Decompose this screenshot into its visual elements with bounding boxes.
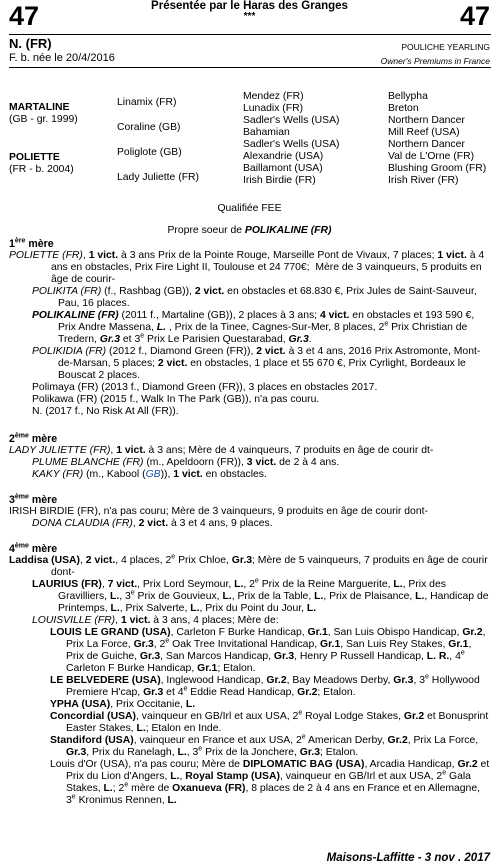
category: POULICHE YEARLING	[401, 42, 490, 52]
produce-entry: LAURIUS (FR), 7 vict., Prix Lord Seymour, L., 2e Prix de la Reine Marguerite, L., Prix des Gravilliers, L., 3e Prix de Gouvieux, L., Prix de la Table, L., Prix de Plaisance, L., Handicap de Printemps, L., Prix Salverte, L., Prix du Point du Jour, L.	[32, 577, 489, 614]
produce-entry: DONA CLAUDIA (FR), 2 vict. à 3 et 4 ans, 9 places.	[32, 518, 273, 529]
section-first-dam	[9, 238, 491, 418]
gen4-item: Breton	[388, 103, 419, 114]
dam-info: (FR - b. 2004)	[9, 164, 74, 175]
dam-record: POLIETTE (FR), 1 vict. à 3 ans Prix de la Pointe Rouge, Marseille Pont de Vivaux, 7 places; 1 vict. à 4 ans en obstacles, Prix Fire Light II, Toulouse et 24 770€; Mère de 3 vainqueurs, 5 produits en âge de courir-	[9, 250, 485, 285]
section-heading: 1ère mère	[9, 237, 54, 250]
gen4-item: Bellypha	[388, 91, 428, 102]
gen2-item: Lady Juliette (FR)	[117, 172, 199, 183]
section-second-dam	[9, 433, 491, 481]
sire-name: MARTALINE	[9, 102, 70, 113]
gen4-item: Val de L'Orne (FR)	[388, 151, 475, 162]
propre-soeur-name: POLIKALINE (FR)	[244, 225, 332, 236]
produce-entry: POLIKIDIA (FR) (2012 f., Diamond Green (FR)), 2 vict. à 3 et 4 ans, 2016 Prix Astromonte, Mont-de-Marsan, 5 places; 2 vict. en obstacles, 1 place et 55 670 €, Prix Cyrlight, Bordeaux le Bouscat 2 places.	[32, 346, 481, 381]
gen3-item: Irish Birdie (FR)	[243, 175, 316, 186]
grandproduce-entry: LE BELVEDERE (USA), Inglewood Handicap, Gr.2, Bay Meadows Derby, Gr.3, 3e Hollywood Premiere H'cap, Gr.3 et 4e Eddie Read Handicap, Gr.2; Etalon.	[50, 673, 480, 698]
gen2-item: Linamix (FR)	[117, 97, 177, 108]
gen2-item: Coraline (GB)	[117, 122, 181, 133]
dam-record: IRISH BIRDIE (FR), n'a pas couru; Mère de 3 vainqueurs, 9 produits en âge de courir dont-	[9, 506, 428, 517]
produce-entry: LOUISVILLE (FR), 1 vict. à 3 ans, 4 places; Mère de:	[32, 615, 279, 626]
grandproduce-entry: Standiford (USA), vainqueur en France et aux USA, 2e American Derby, Gr.2, Prix La Force, Gr.3, Prix du Ranelagh, L., 3e Prix de la Jonchere, Gr.3; Etalon.	[50, 733, 479, 758]
produce-entry: POLIKALINE (FR) (2011 f., Martaline (GB)), 2 places à 3 ans; 4 vict. en obstacles et 193 590 €, Prix Andre Massena, L. , Prix de la Tinee, Cagnes-Sur-Mer, 8 places, 2e Prix Christian de Tredern, Gr.3 et 3e Prix Le Parisien Questarabad, Gr.3.	[32, 310, 475, 345]
produce-entry: POLIKITA (FR) (f., Rashbag (GB)), 2 vict. en obstacles et 68.830 €, Prix Jules de Saint-Sauveur, Pau, 16 places.	[32, 286, 477, 309]
pedigree-gen2	[117, 97, 199, 184]
gen3-item: Alexandrie (USA)	[243, 151, 324, 162]
gen3-item: Mendez (FR)	[243, 91, 304, 102]
lot-number-left: 47	[9, 1, 40, 31]
section-heading: 2ème mère	[9, 432, 58, 445]
consignor-title: Présentée par le Haras des Granges	[151, 0, 348, 12]
header-rule-2	[9, 67, 491, 68]
section-fourth-dam	[9, 543, 491, 807]
pedigree-sire	[9, 102, 78, 126]
header-rule	[9, 34, 491, 35]
propre-soeur-prefix: Propre soeur de	[167, 225, 245, 236]
horse-name: N. (FR)	[9, 36, 52, 51]
produce-entry: N. (2017 f., No Risk At All (FR)).	[32, 406, 179, 417]
gen4-item: Mill Reef (USA)	[388, 127, 460, 138]
dam-record: LADY JULIETTE (FR), 1 vict. à 3 ans; Mère de 4 vainqueurs, 7 produits en âge de courir dt-	[9, 445, 434, 456]
gen4-item: Northern Dancer	[388, 115, 465, 126]
gen3-item: Sadler's Wells (USA)	[243, 139, 340, 150]
sire-info: (GB - gr. 1999)	[9, 114, 78, 125]
grandproduce-entry: Louis d'Or (USA), n'a pas couru; Mère de DIPLOMATIC BAG (USA), Arcadia Handicap, Gr.2 et Prix du Lion d'Angers, L., Royal Stamp (USA), vainqueur en GB/Irl et aux USA, 2e Gala Stakes, L.; 2e mère de Oxanueva (FR), 8 places de 2 à 4 ans en France et en Allemagne, 3e Kronimus Rennen, L.	[50, 759, 490, 806]
pedigree-gen4	[388, 91, 486, 187]
pedigree-gen3	[243, 91, 339, 187]
dam-name: POLIETTE	[9, 152, 60, 163]
gen4-item: Irish River (FR)	[388, 175, 459, 186]
propre-soeur-line	[0, 225, 499, 237]
horse-description: F. b. née le 20/4/2016	[9, 52, 115, 64]
gen3-item: Baillamont (USA)	[243, 163, 323, 174]
section-third-dam	[9, 494, 491, 530]
lot-number-right: 47	[459, 1, 490, 31]
grandproduce-entry: LOUIS LE GRAND (USA), Carleton F Burke Handicap, Gr.1, San Luis Obispo Handicap, Gr.2, Prix La Force, Gr.3, 2e Oak Tree Invitational Handicap, Gr.1, San Luis Rey Stakes, Gr.1, Prix de Guiche, Gr.3, San Marcos Handicap, Gr.3, Henry P Russell Handicap, L. R., 4e Carleton F Burke Handicap, Gr.1; Etalon.	[50, 627, 486, 674]
gen4-item: Blushing Groom (FR)	[388, 163, 487, 174]
section-heading: 4ème mère	[9, 542, 58, 555]
gen4-item: Northern Dancer	[388, 139, 465, 150]
grandproduce-entry: Concordial (USA), vainqueur en GB/Irl et aux USA, 2e Royal Lodge Stakes, Gr.2 et Bonusprint Easter Stakes, L.; Etalon en Inde.	[50, 709, 489, 734]
qualification: Qualifiée FEE	[217, 203, 282, 214]
produce-entry: PLUME BLANCHE (FR) (m., Apeldoorn (FR)), 3 vict. de 2 à 4 ans.	[32, 457, 340, 468]
gen2-item: Poliglote (GB)	[117, 147, 182, 158]
pedigree-dam	[9, 152, 74, 176]
premium-note: Owner's Premiums in France	[380, 56, 490, 66]
produce-entry: KAKY (FR) (m., Kabool (GB)), 1 vict. en obstacles.	[32, 469, 267, 480]
dam-record: Laddisa (USA), 2 vict., 4 places, 2e Prix Chloe, Gr.3; Mère de 5 vainqueurs, 7 produits en âge de courir dont-	[9, 553, 488, 578]
sale-location-date: Maisons-Laffitte - 3 nov . 2017	[326, 852, 490, 864]
grandproduce-entry: YPHA (USA), Prix Occitanie, L.	[50, 699, 196, 710]
gen3-item: Lunadix (FR)	[243, 103, 304, 114]
produce-entry: Polimaya (FR) (2013 f., Diamond Green (FR)), 3 places en obstacles 2017.	[32, 382, 378, 393]
stars: ***	[243, 11, 256, 22]
section-heading: 3ème mère	[9, 493, 58, 506]
gen3-item: Sadler's Wells (USA)	[243, 115, 340, 126]
gen3-item: Bahamian	[243, 127, 290, 138]
produce-entry: Polikawa (FR) (2015 f., Walk In The Park (GB)), n'a pas couru.	[32, 394, 320, 405]
